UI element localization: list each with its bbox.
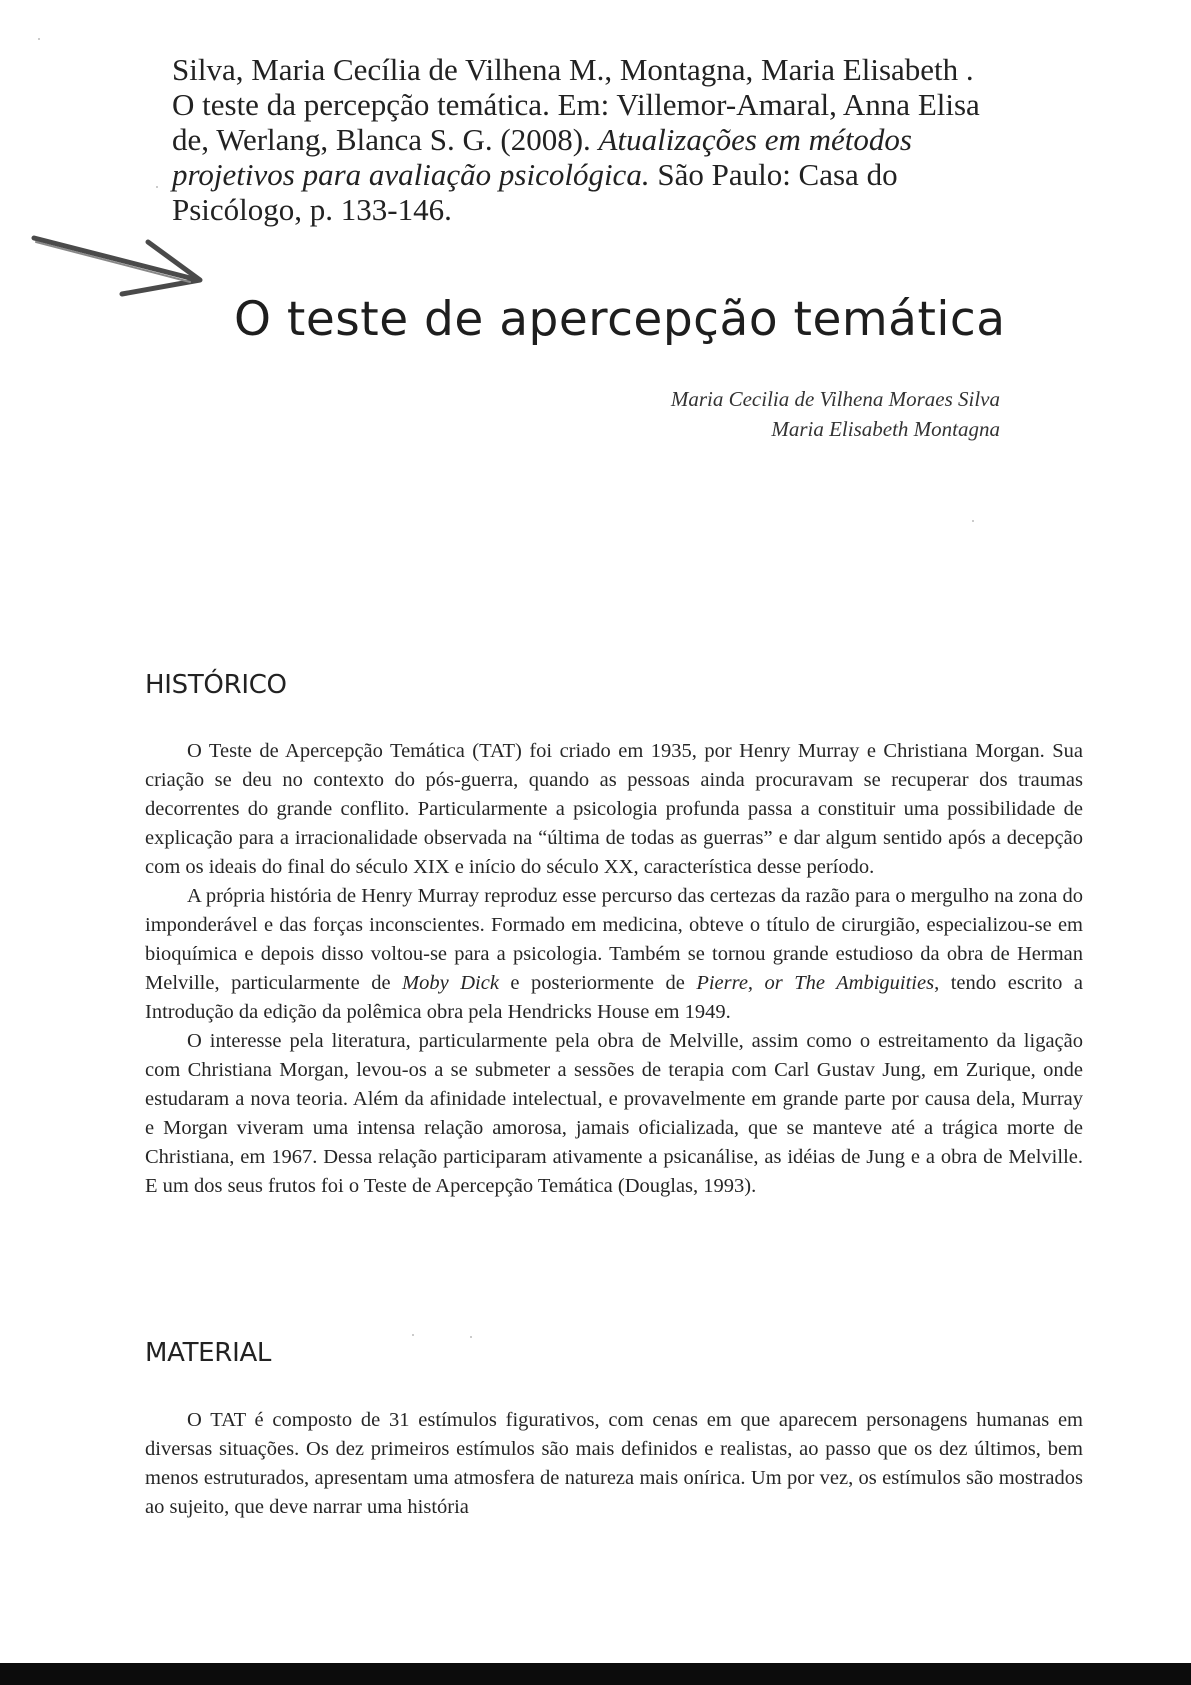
page-title: O teste de apercepção temática: [234, 292, 1006, 347]
citation-line: Silva, Maria Cecília de Vilhena M., Montagna, Maria Elisabeth .: [172, 52, 974, 87]
citation-text: de, Werlang, Blanca S. G. (2008).: [172, 122, 599, 157]
paragraph-text: , tendo escrito a Introdução da edição da polêmica obra pela Hendricks House em 1949.: [145, 972, 1083, 1023]
citation-text: São Paulo: Casa do: [649, 157, 898, 192]
scan-speck: [470, 1336, 472, 1338]
paragraph: O interesse pela literatura, particularmente pela obra de Melville, assim como o estreitamento da ligação com Christiana Morgan, levou-os a se submeter a sessões de terapia com Carl Gustav Jung, em Zurique, onde estudaram a nova teoria. Além da afinidade intelectual, e provavelmente em grande parte por causa dela, Murray e Morgan viveram uma intensa relação amorosa, jamais oficializada, que se manteve até a trágica morte de Christiana, em 1967. Dessa relação participaram ativamente a psicanálise, as idéias de Jung e a obra de Melville. E um dos seus frutos foi o Teste de Apercepção Temática (Douglas, 1993).: [145, 1030, 1083, 1197]
material-body: [145, 1406, 1083, 1522]
citation-book-title: projetivos para avaliação psicológica.: [172, 157, 650, 192]
book-title: Moby Dick: [402, 972, 499, 994]
citation-line: [172, 157, 1032, 192]
scan-speck: [412, 1334, 414, 1336]
author-name: Maria Elisabeth Montagna: [771, 417, 1000, 441]
citation-line: [172, 122, 1032, 157]
authors-block: [671, 384, 1000, 444]
paragraph-text: e posteriormente de: [498, 972, 697, 994]
scan-bottom-border: [0, 1663, 1191, 1685]
handwritten-citation: [172, 52, 1032, 227]
citation-line: O teste da percepção temática. Em: Villemor-Amaral, Anna Elisa: [172, 87, 980, 122]
historico-body: [145, 737, 1083, 1201]
author-name: Maria Cecilia de Vilhena Moraes Silva: [670, 387, 1000, 411]
section-heading-historico: HISTÓRICO: [145, 670, 287, 700]
citation-book-title: Atualizações em métodos: [598, 122, 912, 157]
paragraph: [145, 882, 1083, 1027]
book-title: Pierre, or The Ambiguities: [696, 972, 935, 994]
paragraph: O TAT é composto de 31 estímulos figurativos, com cenas em que aparecem personagens humanas em diversas situações. Os dez primeiros estímulos são mais definidos e realistas, ao passo que os dez últimos, bem menos estruturados, apresentam uma atmosfera de natureza mais onírica. Um por vez, os estímulos são mostrados ao sujeito, que deve narrar uma história: [145, 1409, 1083, 1518]
section-heading-material: MATERIAL: [145, 1338, 272, 1368]
scan-speck: [156, 186, 158, 188]
paragraph: O Teste de Apercepção Temática (TAT) foi criado em 1935, por Henry Murray e Christiana Morgan. Sua criação se deu no contexto do pós-guerra, quando as pessoas ainda procuravam se recuperar dos traumas decorrentes do grande conflito. Particularmente a psicologia profunda passa a constituir uma possibilidade de explicação para a irracionalidade observada na “última de todas as guerras” e dar algum sentido após a decepção com os ideais do final do século XIX e início do século XX, característica desse período.: [145, 740, 1083, 878]
citation-line: Psicólogo, p. 133-146.: [172, 192, 452, 227]
scan-speck: [972, 520, 974, 522]
scan-speck: [38, 38, 40, 40]
hand-drawn-arrow-icon: [30, 232, 210, 312]
paragraph-text: A própria história de Henry Murray reproduz esse percurso das certezas da razão para o mergulho na zona do imponderável e das forças inconscientes. Formado em medicina, obteve o título de cirurgião, especializou-se em bioquímica e depois disso voltou-se para a psicologia. Também se tornou grande estudioso da obra de Herman Melville, particularmente de: [145, 885, 1083, 994]
